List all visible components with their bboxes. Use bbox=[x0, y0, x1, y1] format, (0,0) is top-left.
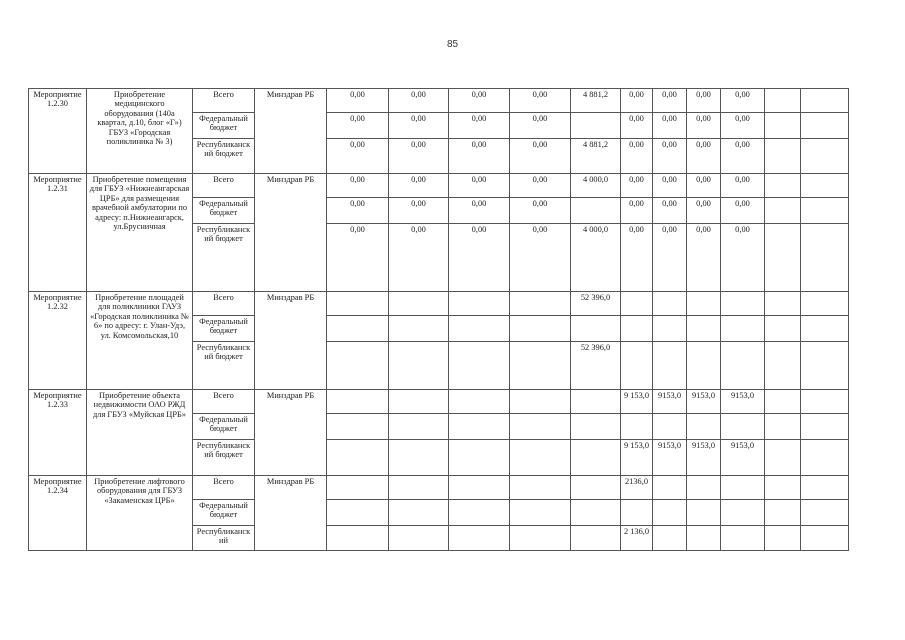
amount-cell: 0,00 bbox=[687, 198, 721, 224]
page-number: 85 bbox=[446, 39, 459, 50]
amount-cell bbox=[389, 440, 449, 476]
amount-cell: 0,00 bbox=[510, 139, 571, 174]
executor: Минздрав РБ bbox=[255, 174, 327, 292]
amount-cell bbox=[721, 500, 765, 526]
amount-cell bbox=[721, 292, 765, 316]
funding-source: Федеральный бюджет bbox=[193, 414, 255, 440]
amount-cell bbox=[765, 390, 801, 414]
amount-cell bbox=[327, 316, 389, 342]
amount-cell: 0,00 bbox=[510, 198, 571, 224]
amount-cell: 0,00 bbox=[653, 198, 687, 224]
amount-cell bbox=[801, 224, 849, 292]
amount-cell bbox=[687, 414, 721, 440]
amount-cell bbox=[449, 476, 510, 500]
funding-source: Всего bbox=[193, 89, 255, 113]
amount-cell bbox=[653, 292, 687, 316]
amount-cell bbox=[801, 316, 849, 342]
amount-cell: 0,00 bbox=[653, 174, 687, 198]
amount-cell bbox=[510, 500, 571, 526]
amount-cell bbox=[765, 440, 801, 476]
amount-cell: 0,00 bbox=[449, 174, 510, 198]
amount-cell bbox=[389, 342, 449, 390]
funding-source: Федеральный бюджет bbox=[193, 113, 255, 139]
funding-source: Всего bbox=[193, 476, 255, 500]
amount-cell bbox=[801, 139, 849, 174]
amount-cell bbox=[765, 414, 801, 440]
table-row bbox=[29, 174, 849, 198]
amount-cell bbox=[801, 89, 849, 113]
amount-cell bbox=[687, 476, 721, 500]
amount-cell: 0,00 bbox=[721, 198, 765, 224]
amount-cell bbox=[449, 414, 510, 440]
amount-cell bbox=[327, 500, 389, 526]
amount-cell: 0,00 bbox=[721, 224, 765, 292]
amount-cell bbox=[721, 476, 765, 500]
amount-cell: 0,00 bbox=[653, 89, 687, 113]
amount-cell bbox=[571, 476, 621, 500]
amount-cell: 0,00 bbox=[721, 113, 765, 139]
amount-cell bbox=[327, 342, 389, 390]
amount-cell: 0,00 bbox=[687, 89, 721, 113]
measure-name: Приобретение медицинского оборудования (140а квартал, д.10, блог «Г») ГБУЗ «Городская поликлиника № 3) bbox=[87, 89, 193, 174]
executor: Минздрав РБ bbox=[255, 292, 327, 390]
amount-cell bbox=[765, 476, 801, 500]
measure-name: Приобретение площадей для поликлиники ГАУЗ «Городская поликлиника № 6» по адресу: г. Улан-Удэ, ул. Комсомольская,10 bbox=[87, 292, 193, 390]
amount-cell bbox=[389, 476, 449, 500]
amount-cell bbox=[765, 139, 801, 174]
amount-cell bbox=[765, 342, 801, 390]
amount-cell bbox=[327, 526, 389, 551]
amount-cell bbox=[571, 113, 621, 139]
amount-cell bbox=[571, 390, 621, 414]
amount-cell bbox=[571, 316, 621, 342]
amount-cell: 0,00 bbox=[327, 89, 389, 113]
amount-cell bbox=[801, 292, 849, 316]
amount-cell: 4 000,0 bbox=[571, 224, 621, 292]
amount-cell bbox=[801, 414, 849, 440]
amount-cell: 0,00 bbox=[653, 139, 687, 174]
amount-cell bbox=[389, 526, 449, 551]
funding-source: Федеральный бюджет bbox=[193, 316, 255, 342]
amount-cell bbox=[765, 526, 801, 551]
amount-cell bbox=[653, 316, 687, 342]
amount-cell: 0,00 bbox=[621, 139, 653, 174]
amount-cell: 2136,0 bbox=[621, 476, 653, 500]
amount-cell bbox=[687, 526, 721, 551]
amount-cell bbox=[621, 316, 653, 342]
amount-cell bbox=[721, 316, 765, 342]
funding-source: Республиканский бюджет bbox=[193, 224, 255, 292]
amount-cell bbox=[765, 224, 801, 292]
amount-cell bbox=[449, 440, 510, 476]
amount-cell bbox=[801, 390, 849, 414]
amount-cell: 0,00 bbox=[621, 89, 653, 113]
amount-cell bbox=[653, 476, 687, 500]
funding-source: Всего bbox=[193, 292, 255, 316]
amount-cell: 0,00 bbox=[449, 139, 510, 174]
amount-cell: 0,00 bbox=[449, 89, 510, 113]
amount-cell bbox=[721, 414, 765, 440]
funding-source: Республиканский бюджет bbox=[193, 342, 255, 390]
amount-cell: 0,00 bbox=[653, 113, 687, 139]
amount-cell: 0,00 bbox=[327, 113, 389, 139]
amount-cell bbox=[449, 526, 510, 551]
measure-code: Мероприятие 1.2.34 bbox=[29, 476, 87, 551]
amount-cell: 52 396,0 bbox=[571, 292, 621, 316]
amount-cell bbox=[801, 500, 849, 526]
amount-cell bbox=[801, 342, 849, 390]
amount-cell: 9 153,0 bbox=[621, 390, 653, 414]
amount-cell: 0,00 bbox=[687, 139, 721, 174]
amount-cell: 0,00 bbox=[721, 139, 765, 174]
amount-cell bbox=[653, 414, 687, 440]
amount-cell bbox=[801, 476, 849, 500]
amount-cell: 0,00 bbox=[621, 198, 653, 224]
measure-code: Мероприятие 1.2.33 bbox=[29, 390, 87, 476]
amount-cell: 4 000,0 bbox=[571, 174, 621, 198]
measure-name: Приобретение объекта недвижимости ОАО РЖД для ГБУЗ «Муйская ЦРБ» bbox=[87, 390, 193, 476]
funding-source: Всего bbox=[193, 174, 255, 198]
amount-cell bbox=[510, 440, 571, 476]
amount-cell bbox=[327, 292, 389, 316]
measure-name: Приобретение лифтового оборудования для ГБУЗ «Закаменская ЦРБ» bbox=[87, 476, 193, 551]
amount-cell bbox=[765, 198, 801, 224]
amount-cell bbox=[510, 390, 571, 414]
amount-cell: 0,00 bbox=[389, 174, 449, 198]
amount-cell: 0,00 bbox=[687, 174, 721, 198]
amount-cell: 0,00 bbox=[510, 89, 571, 113]
measure-name: Приобретение помещения для ГБУЗ «Нижнеангарская ЦРБ» для размещения врачебной амбулатории по адресу: п.Нижнеангарск, ул.Брусничная bbox=[87, 174, 193, 292]
amount-cell: 0,00 bbox=[687, 113, 721, 139]
amount-cell: 9153,0 bbox=[653, 390, 687, 414]
amount-cell bbox=[510, 476, 571, 500]
funding-source: Республиканский бюджет bbox=[193, 440, 255, 476]
amount-cell bbox=[621, 500, 653, 526]
amount-cell: 0,00 bbox=[510, 113, 571, 139]
amount-cell bbox=[571, 440, 621, 476]
amount-cell bbox=[510, 292, 571, 316]
table-row bbox=[29, 476, 849, 500]
measure-code: Мероприятие 1.2.32 bbox=[29, 292, 87, 390]
amount-cell bbox=[389, 414, 449, 440]
amount-cell bbox=[389, 292, 449, 316]
amount-cell: 0,00 bbox=[389, 198, 449, 224]
amount-cell bbox=[801, 113, 849, 139]
amount-cell bbox=[571, 526, 621, 551]
amount-cell bbox=[571, 500, 621, 526]
amount-cell bbox=[621, 414, 653, 440]
amount-cell bbox=[653, 526, 687, 551]
amount-cell: 0,00 bbox=[510, 224, 571, 292]
amount-cell bbox=[653, 500, 687, 526]
amount-cell bbox=[801, 198, 849, 224]
amount-cell bbox=[687, 342, 721, 390]
amount-cell: 0,00 bbox=[687, 224, 721, 292]
amount-cell: 9153,0 bbox=[653, 440, 687, 476]
executor: Минздрав РБ bbox=[255, 390, 327, 476]
amount-cell: 2 136,0 bbox=[621, 526, 653, 551]
amount-cell bbox=[801, 526, 849, 551]
amount-cell bbox=[687, 316, 721, 342]
amount-cell bbox=[449, 500, 510, 526]
amount-cell: 0,00 bbox=[389, 224, 449, 292]
amount-cell bbox=[571, 198, 621, 224]
amount-cell bbox=[389, 390, 449, 414]
table-row bbox=[29, 292, 849, 316]
amount-cell: 0,00 bbox=[449, 198, 510, 224]
amount-cell bbox=[765, 89, 801, 113]
amount-cell: 0,00 bbox=[721, 89, 765, 113]
amount-cell: 0,00 bbox=[721, 174, 765, 198]
amount-cell bbox=[449, 390, 510, 414]
funding-source: Республиканский bbox=[193, 526, 255, 551]
amount-cell bbox=[327, 476, 389, 500]
amount-cell: 0,00 bbox=[389, 139, 449, 174]
executor: Минздрав РБ bbox=[255, 476, 327, 551]
amount-cell bbox=[571, 414, 621, 440]
amount-cell: 0,00 bbox=[389, 89, 449, 113]
budget-table bbox=[28, 88, 849, 551]
amount-cell: 9153,0 bbox=[687, 390, 721, 414]
executor: Минздрав РБ bbox=[255, 89, 327, 174]
table-row bbox=[29, 89, 849, 113]
amount-cell bbox=[449, 292, 510, 316]
amount-cell bbox=[327, 390, 389, 414]
amount-cell: 0,00 bbox=[621, 174, 653, 198]
amount-cell bbox=[389, 500, 449, 526]
funding-source: Республиканский бюджет bbox=[193, 139, 255, 174]
amount-cell: 9153,0 bbox=[721, 390, 765, 414]
amount-cell bbox=[621, 292, 653, 316]
amount-cell: 9153,0 bbox=[721, 440, 765, 476]
amount-cell bbox=[510, 316, 571, 342]
amount-cell: 0,00 bbox=[327, 174, 389, 198]
amount-cell: 0,00 bbox=[327, 139, 389, 174]
amount-cell bbox=[801, 440, 849, 476]
table-row bbox=[29, 390, 849, 414]
amount-cell: 0,00 bbox=[327, 224, 389, 292]
amount-cell: 9 153,0 bbox=[621, 440, 653, 476]
measure-code: Мероприятие 1.2.30 bbox=[29, 89, 87, 174]
amount-cell bbox=[621, 342, 653, 390]
amount-cell bbox=[721, 342, 765, 390]
amount-cell: 4 881,2 bbox=[571, 139, 621, 174]
amount-cell: 0,00 bbox=[510, 174, 571, 198]
amount-cell bbox=[327, 414, 389, 440]
funding-source: Всего bbox=[193, 390, 255, 414]
funding-source: Федеральный бюджет bbox=[193, 500, 255, 526]
amount-cell bbox=[449, 316, 510, 342]
amount-cell bbox=[721, 526, 765, 551]
amount-cell bbox=[765, 500, 801, 526]
amount-cell bbox=[389, 316, 449, 342]
amount-cell: 4 881,2 bbox=[571, 89, 621, 113]
amount-cell bbox=[510, 342, 571, 390]
funding-source: Федеральный бюджет bbox=[193, 198, 255, 224]
amount-cell bbox=[687, 500, 721, 526]
amount-cell bbox=[765, 292, 801, 316]
amount-cell bbox=[687, 292, 721, 316]
amount-cell bbox=[653, 342, 687, 390]
amount-cell: 9153,0 bbox=[687, 440, 721, 476]
amount-cell bbox=[765, 174, 801, 198]
amount-cell bbox=[449, 342, 510, 390]
amount-cell bbox=[327, 440, 389, 476]
amount-cell: 0,00 bbox=[327, 198, 389, 224]
amount-cell: 0,00 bbox=[621, 113, 653, 139]
amount-cell: 0,00 bbox=[389, 113, 449, 139]
amount-cell: 0,00 bbox=[653, 224, 687, 292]
amount-cell bbox=[801, 174, 849, 198]
amount-cell: 0,00 bbox=[449, 224, 510, 292]
amount-cell bbox=[510, 526, 571, 551]
amount-cell: 0,00 bbox=[449, 113, 510, 139]
amount-cell: 52 396,0 bbox=[571, 342, 621, 390]
amount-cell bbox=[765, 113, 801, 139]
amount-cell: 0,00 bbox=[621, 224, 653, 292]
measure-code: Мероприятие 1.2.31 bbox=[29, 174, 87, 292]
amount-cell bbox=[765, 316, 801, 342]
amount-cell bbox=[510, 414, 571, 440]
